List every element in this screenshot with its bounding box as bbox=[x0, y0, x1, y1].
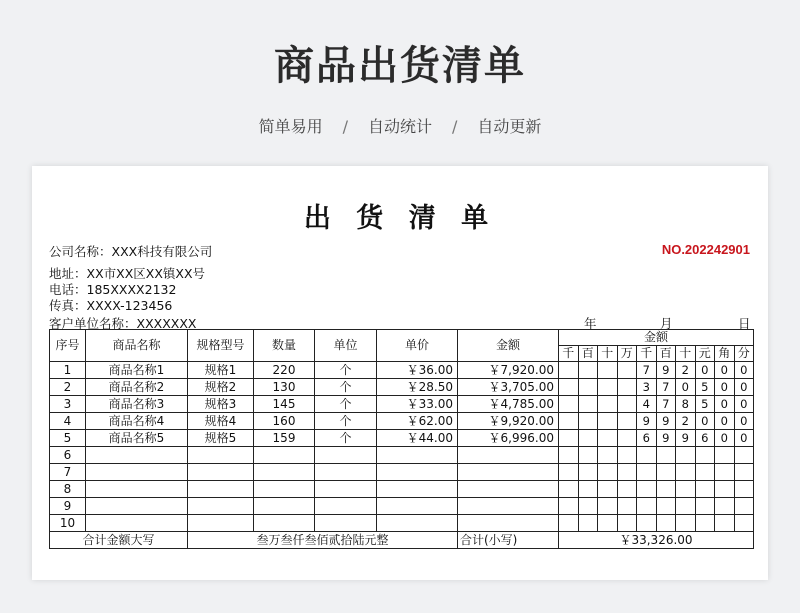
price-cell bbox=[377, 447, 458, 464]
digit-cell: 9 bbox=[656, 413, 676, 430]
qty-cell: 220 bbox=[254, 362, 315, 379]
qty-cell: 145 bbox=[254, 396, 315, 413]
header-digit-6: 十 bbox=[676, 346, 696, 362]
table-row bbox=[50, 481, 754, 498]
digit-cell bbox=[598, 498, 618, 515]
amount-cell: ￥6,996.00 bbox=[458, 430, 559, 447]
digit-cell: 5 bbox=[695, 396, 715, 413]
digit-cell: 7 bbox=[656, 379, 676, 396]
invoice-sheet bbox=[32, 166, 768, 580]
digit-cell bbox=[578, 515, 598, 532]
unit-cell bbox=[315, 464, 377, 481]
table-row bbox=[50, 430, 754, 447]
index-cell: 2 bbox=[50, 379, 86, 396]
digit-cell bbox=[676, 447, 696, 464]
amount-cell bbox=[458, 498, 559, 515]
digit-cell bbox=[617, 464, 637, 481]
digit-cell bbox=[656, 464, 676, 481]
digit-cell bbox=[715, 447, 735, 464]
digit-cell bbox=[578, 498, 598, 515]
table-header-row bbox=[50, 330, 754, 346]
digit-cell: 6 bbox=[695, 430, 715, 447]
digit-cell: 9 bbox=[656, 430, 676, 447]
header-amount: 金额 bbox=[458, 330, 559, 362]
digit-cell: 0 bbox=[715, 413, 735, 430]
qty-cell: 159 bbox=[254, 430, 315, 447]
table-row bbox=[50, 362, 754, 379]
digit-cell bbox=[617, 413, 637, 430]
name-cell: 商品名称2 bbox=[86, 379, 188, 396]
digit-cell bbox=[578, 413, 598, 430]
header-digit-0: 千 bbox=[559, 346, 579, 362]
table-row bbox=[50, 413, 754, 430]
digit-cell bbox=[578, 430, 598, 447]
digit-cell bbox=[656, 481, 676, 498]
amount-cell bbox=[458, 481, 559, 498]
digit-cell bbox=[695, 481, 715, 498]
digit-cell bbox=[656, 498, 676, 515]
digit-cell: 9 bbox=[656, 362, 676, 379]
digit-cell bbox=[578, 396, 598, 413]
digit-cell bbox=[559, 396, 579, 413]
digit-cell bbox=[637, 498, 657, 515]
digit-cell bbox=[734, 481, 754, 498]
header-digit-9: 分 bbox=[734, 346, 754, 362]
price-cell: ￥62.00 bbox=[377, 413, 458, 430]
table-row bbox=[50, 515, 754, 532]
digit-cell: 6 bbox=[637, 430, 657, 447]
total-upper-value: 叁万叁仟叁佰贰拾陆元整 bbox=[188, 532, 458, 549]
spec-cell: 规格5 bbox=[188, 430, 254, 447]
digit-cell bbox=[578, 481, 598, 498]
digit-cell bbox=[656, 515, 676, 532]
digit-cell bbox=[617, 396, 637, 413]
digit-cell bbox=[715, 515, 735, 532]
name-cell: 商品名称3 bbox=[86, 396, 188, 413]
digit-cell: 0 bbox=[676, 379, 696, 396]
index-cell: 9 bbox=[50, 498, 86, 515]
amount-cell: ￥9,920.00 bbox=[458, 413, 559, 430]
unit-cell: 个 bbox=[315, 396, 377, 413]
digit-cell bbox=[559, 379, 579, 396]
digit-cell: 4 bbox=[637, 396, 657, 413]
qty-cell bbox=[254, 447, 315, 464]
digit-cell bbox=[695, 498, 715, 515]
name-cell: 商品名称4 bbox=[86, 413, 188, 430]
digit-cell bbox=[734, 515, 754, 532]
digit-cell bbox=[559, 515, 579, 532]
amount-cell: ￥4,785.00 bbox=[458, 396, 559, 413]
amount-cell: ￥3,705.00 bbox=[458, 379, 559, 396]
digit-cell: 8 bbox=[676, 396, 696, 413]
date-year-label: 年 bbox=[584, 316, 597, 331]
date-month-label: 月 bbox=[660, 316, 673, 331]
spec-cell bbox=[188, 498, 254, 515]
company-name: 公司名称：XXX科技有限公司 bbox=[49, 244, 213, 259]
digit-cell bbox=[676, 498, 696, 515]
header-digit-3: 万 bbox=[617, 346, 637, 362]
document-title: 出 货 清 单 bbox=[303, 203, 497, 234]
digit-cell bbox=[578, 464, 598, 481]
spec-cell: 规格2 bbox=[188, 379, 254, 396]
tagline bbox=[0, 114, 800, 137]
digit-cell bbox=[598, 362, 618, 379]
digit-cell: 5 bbox=[695, 379, 715, 396]
qty-cell: 130 bbox=[254, 379, 315, 396]
unit-cell bbox=[315, 481, 377, 498]
header-unit: 单位 bbox=[315, 330, 377, 362]
qty-cell bbox=[254, 464, 315, 481]
digit-cell: 9 bbox=[676, 430, 696, 447]
digit-cell: 0 bbox=[734, 362, 754, 379]
total-row bbox=[50, 532, 754, 549]
digit-cell bbox=[578, 379, 598, 396]
digit-cell: 0 bbox=[715, 362, 735, 379]
header-price: 单价 bbox=[377, 330, 458, 362]
header-qty: 数量 bbox=[254, 330, 315, 362]
total-upper-label: 合计金额大写 bbox=[50, 532, 188, 549]
digit-cell bbox=[559, 464, 579, 481]
digit-cell bbox=[637, 447, 657, 464]
name-cell bbox=[86, 498, 188, 515]
digit-cell bbox=[559, 498, 579, 515]
digit-cell bbox=[598, 379, 618, 396]
client-name: 客户单位名称：XXXXXXX bbox=[49, 316, 197, 331]
fax: 传真：XXXX-123456 bbox=[49, 298, 173, 313]
digit-cell: 7 bbox=[656, 396, 676, 413]
digit-cell bbox=[617, 515, 637, 532]
name-cell bbox=[86, 515, 188, 532]
digit-cell: 0 bbox=[715, 396, 735, 413]
digit-cell: 0 bbox=[734, 396, 754, 413]
digit-cell: 2 bbox=[676, 362, 696, 379]
unit-cell bbox=[315, 498, 377, 515]
digit-cell bbox=[559, 362, 579, 379]
digit-cell bbox=[598, 447, 618, 464]
tag-separator: / bbox=[452, 117, 458, 136]
header-digit-5: 百 bbox=[656, 346, 676, 362]
digit-cell bbox=[676, 464, 696, 481]
price-cell: ￥28.50 bbox=[377, 379, 458, 396]
unit-cell: 个 bbox=[315, 379, 377, 396]
digit-cell bbox=[715, 464, 735, 481]
digit-cell bbox=[578, 447, 598, 464]
header-digit-7: 元 bbox=[695, 346, 715, 362]
digit-cell: 0 bbox=[715, 430, 735, 447]
digit-cell bbox=[617, 498, 637, 515]
index-cell: 4 bbox=[50, 413, 86, 430]
digit-cell: 0 bbox=[734, 413, 754, 430]
header-spec: 规格型号 bbox=[188, 330, 254, 362]
address: 地址：XX市XX区XX镇XX号 bbox=[49, 266, 206, 281]
digit-cell bbox=[637, 515, 657, 532]
digit-cell: 2 bbox=[676, 413, 696, 430]
header-digit-8: 角 bbox=[715, 346, 735, 362]
index-cell: 1 bbox=[50, 362, 86, 379]
price-cell bbox=[377, 498, 458, 515]
table-row bbox=[50, 464, 754, 481]
unit-cell: 个 bbox=[315, 413, 377, 430]
shipment-table bbox=[49, 329, 754, 549]
spec-cell bbox=[188, 447, 254, 464]
header-index: 序号 bbox=[50, 330, 86, 362]
digit-cell bbox=[734, 464, 754, 481]
price-cell bbox=[377, 515, 458, 532]
table-row bbox=[50, 498, 754, 515]
digit-cell bbox=[715, 498, 735, 515]
digit-cell bbox=[734, 498, 754, 515]
digit-cell bbox=[734, 447, 754, 464]
digit-cell: 0 bbox=[734, 379, 754, 396]
digit-cell bbox=[559, 481, 579, 498]
digit-cell bbox=[617, 481, 637, 498]
amount-cell bbox=[458, 515, 559, 532]
digit-cell bbox=[617, 362, 637, 379]
header-digit-4: 千 bbox=[637, 346, 657, 362]
qty-cell bbox=[254, 515, 315, 532]
header-digit-2: 十 bbox=[598, 346, 618, 362]
digit-cell: 0 bbox=[734, 430, 754, 447]
digit-cell bbox=[598, 515, 618, 532]
index-cell: 7 bbox=[50, 464, 86, 481]
digit-cell bbox=[598, 413, 618, 430]
digit-cell bbox=[559, 447, 579, 464]
header-amount-group: 金额 bbox=[559, 330, 754, 346]
name-cell bbox=[86, 481, 188, 498]
spec-cell: 规格3 bbox=[188, 396, 254, 413]
phone: 电话：185XXXX2132 bbox=[49, 282, 177, 297]
digit-cell: 3 bbox=[637, 379, 657, 396]
digit-cell: 0 bbox=[695, 362, 715, 379]
header-digit-1: 百 bbox=[578, 346, 598, 362]
digit-cell bbox=[656, 447, 676, 464]
spec-cell: 规格4 bbox=[188, 413, 254, 430]
total-lower-label: 合计(小写) bbox=[458, 532, 559, 549]
name-cell: 商品名称5 bbox=[86, 430, 188, 447]
digit-cell bbox=[617, 447, 637, 464]
price-cell: ￥33.00 bbox=[377, 396, 458, 413]
unit-cell: 个 bbox=[315, 430, 377, 447]
digit-cell bbox=[598, 430, 618, 447]
date-day-label: 日 bbox=[738, 316, 751, 331]
digit-cell bbox=[695, 515, 715, 532]
spec-cell: 规格1 bbox=[188, 362, 254, 379]
index-cell: 10 bbox=[50, 515, 86, 532]
digit-cell: 7 bbox=[637, 362, 657, 379]
index-cell: 3 bbox=[50, 396, 86, 413]
digit-cell: 0 bbox=[695, 413, 715, 430]
digit-cell bbox=[559, 430, 579, 447]
digit-cell: 0 bbox=[715, 379, 735, 396]
qty-cell bbox=[254, 498, 315, 515]
qty-cell bbox=[254, 481, 315, 498]
digit-cell bbox=[598, 464, 618, 481]
index-cell: 5 bbox=[50, 430, 86, 447]
index-cell: 8 bbox=[50, 481, 86, 498]
name-cell: 商品名称1 bbox=[86, 362, 188, 379]
name-cell bbox=[86, 447, 188, 464]
price-cell bbox=[377, 481, 458, 498]
digit-cell bbox=[715, 481, 735, 498]
digit-cell bbox=[637, 481, 657, 498]
table-row bbox=[50, 379, 754, 396]
table-row bbox=[50, 396, 754, 413]
amount-cell: ￥7,920.00 bbox=[458, 362, 559, 379]
digit-cell bbox=[559, 413, 579, 430]
amount-cell bbox=[458, 464, 559, 481]
tag-auto-stats: 自动统计 bbox=[367, 117, 432, 136]
total-lower-value: ￥33,326.00 bbox=[559, 532, 754, 549]
digit-cell bbox=[617, 379, 637, 396]
digit-cell bbox=[676, 481, 696, 498]
digit-cell: 9 bbox=[637, 413, 657, 430]
qty-cell: 160 bbox=[254, 413, 315, 430]
unit-cell: 个 bbox=[315, 362, 377, 379]
price-cell: ￥44.00 bbox=[377, 430, 458, 447]
unit-cell bbox=[315, 515, 377, 532]
price-cell: ￥36.00 bbox=[377, 362, 458, 379]
spec-cell bbox=[188, 481, 254, 498]
page-title: 商品出货清单 bbox=[274, 43, 526, 89]
digit-cell bbox=[676, 515, 696, 532]
digit-cell bbox=[598, 396, 618, 413]
digit-cell bbox=[695, 447, 715, 464]
amount-cell bbox=[458, 447, 559, 464]
tag-easy: 简单易用 bbox=[258, 117, 323, 136]
tag-auto-update: 自动更新 bbox=[477, 117, 542, 136]
table-row bbox=[50, 447, 754, 464]
digit-cell bbox=[695, 464, 715, 481]
digit-cell bbox=[637, 464, 657, 481]
name-cell bbox=[86, 464, 188, 481]
spec-cell bbox=[188, 464, 254, 481]
tag-separator: / bbox=[342, 117, 348, 136]
digit-cell bbox=[617, 430, 637, 447]
digit-cell bbox=[598, 481, 618, 498]
digit-cell bbox=[578, 362, 598, 379]
index-cell: 6 bbox=[50, 447, 86, 464]
price-cell bbox=[377, 464, 458, 481]
header-name: 商品名称 bbox=[86, 330, 188, 362]
unit-cell bbox=[315, 447, 377, 464]
spec-cell bbox=[188, 515, 254, 532]
document-number: NO.202242901 bbox=[661, 242, 750, 257]
